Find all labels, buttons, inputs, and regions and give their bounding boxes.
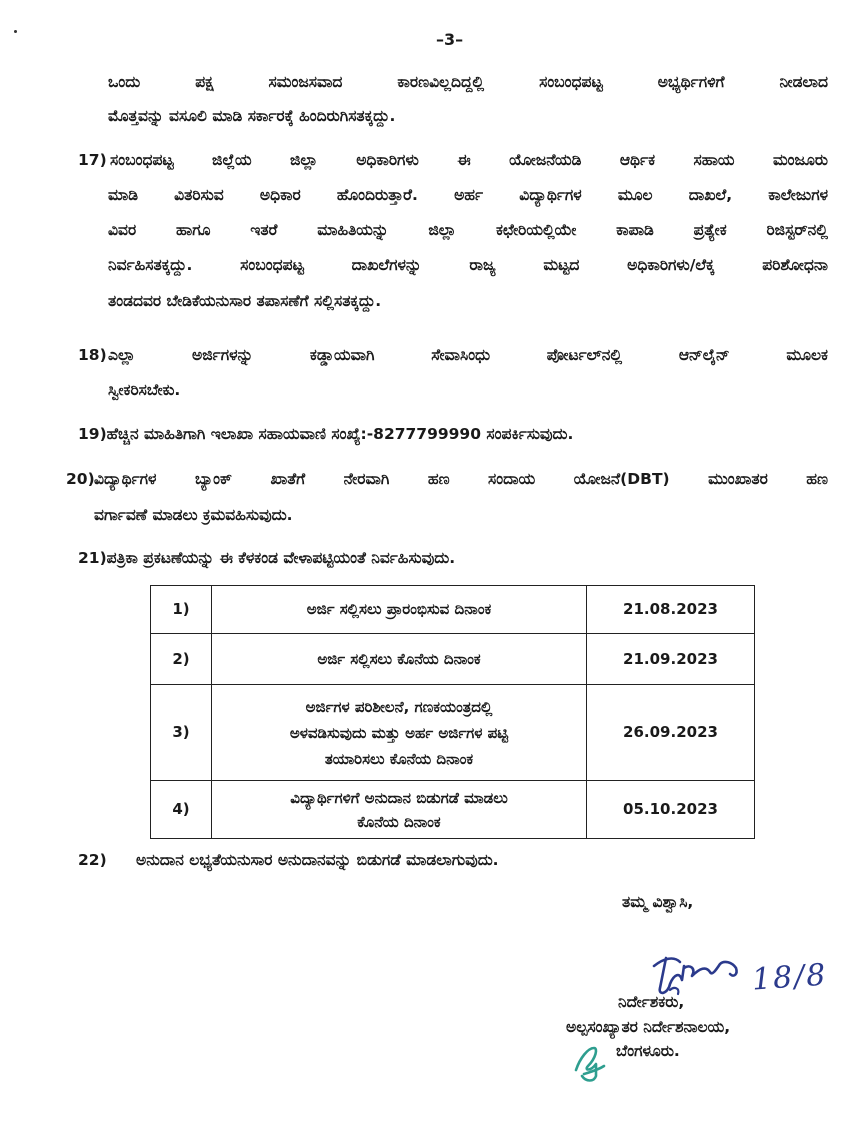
signatory-office: ಅಲ್ಪಸಂಖ್ಯಾತರ ನಿರ್ದೇಶನಾಲಯ, <box>566 1018 731 1036</box>
helpline-number: 8277799990 <box>373 425 482 443</box>
item-17-line-4: ನಿರ್ವಹಿಸತಕ್ಕದ್ದು. ಸಂಬಂಧಪಟ್ಟ ದಾಖಲೆಗಳನ್ನು ರಾಜ್ಯ ಮಟ್ಟದ ಅಧಿಕಾರಿಗಳು/ಲೆಕ್ಕ ಪರಿಶೋಧನಾ <box>108 256 828 274</box>
item-20-line-1: ವಿದ್ಯಾರ್ಥಿಗಳ ಬ್ಯಾಂಕ್ ಖಾತೆಗೆ ನೇರವಾಗಿ ಹಣ ಸಂದಾಯ ಯೋಜನೆ(DBT) ಮುಂಖಾತರ ಹಣ <box>94 470 828 488</box>
signatory-designation: ನಿರ್ದೇಶಕರು, <box>618 993 685 1011</box>
item-21-number: 21) <box>78 549 107 567</box>
schedule-row <box>151 781 755 839</box>
schedule-table <box>150 585 755 839</box>
schedule-row <box>151 685 755 781</box>
item-19-text-after: ಸಂಪರ್ಕಿಸುವುದು. <box>481 425 574 443</box>
intro-line-1: ಒಂದು ಪಕ್ಷ ಸಮಂಜಸವಾದ ಕಾರಣವಿಲ್ಲದಿದ್ದಲ್ಲಿ ಸಂಬಂಧಪಟ್ಟ ಅಭ್ಯರ್ಥಿಗಳಿಗೆ ನೀಡಲಾದ <box>108 73 828 91</box>
schedule-row-number: 2) <box>151 634 212 685</box>
signature-date: 18/8 <box>750 957 829 998</box>
initial-mark <box>566 1036 614 1086</box>
closing-salutation: ತಮ್ಮ ವಿಶ್ವಾಸಿ, <box>622 893 694 911</box>
signatory-city: ಬೆಂಗಳೂರು. <box>616 1042 680 1060</box>
item-19-number: 19) <box>78 425 107 443</box>
item-19-text: ಹೆಚ್ಚಿನ ಮಾಹಿತಿಗಾಗಿ ಇಲಾಖಾ ಸಹಾಯವಾಣಿ ಸಂಖ್ಯೆ:- <box>106 425 374 443</box>
schedule-row-number: 1) <box>151 586 212 634</box>
scan-speck <box>14 30 17 33</box>
schedule-row-number: 4) <box>151 781 212 839</box>
description-line: ಅರ್ಜಿಗಳ ಪರಿಶೀಲನೆ, ಗಣಕಯಂತ್ರದಲ್ಲಿ <box>305 697 493 716</box>
description-line: ಅರ್ಜಿ ಸಲ್ಲಿಸಲು ಪ್ರಾರಂಭಿಸುವ ದಿನಾಂಕ <box>306 600 492 618</box>
schedule-row-description <box>212 634 587 685</box>
schedule-row <box>151 586 755 634</box>
item-18-number: 18) <box>78 346 107 364</box>
schedule-row <box>151 634 755 685</box>
schedule-row-description <box>212 685 587 781</box>
description-line: ತಯಾರಿಸಲು ಕೊನೆಯ ದಿನಾಂಕ <box>324 749 474 768</box>
intro-line-2: ಮೊತ್ತವನ್ನು ವಸೂಲಿ ಮಾಡಿ ಸರ್ಕಾರಕ್ಕೆ ಹಿಂದಿರುಗಿಸತಕ್ಕದ್ದು. <box>108 107 396 125</box>
item-17-line-2: ಮಾಡಿ ವಿತರಿಸುವ ಅಧಿಕಾರ ಹೊಂದಿರುತ್ತಾರೆ. ಅರ್ಹ ವಿದ್ಯಾರ್ಥಿಗಳ ಮೂಲ ದಾಖಲೆ, ಕಾಲೇಜುಗಳ <box>108 186 828 204</box>
item-20-line-2: ವರ್ಗಾವಣೆ ಮಾಡಲು ಕ್ರಮವಹಿಸುವುದು. <box>94 506 293 524</box>
schedule-row-date: 26.09.2023 <box>587 685 755 781</box>
item-17-line-3: ವಿವರ ಹಾಗೂ ಇತರೆ ಮಾಹಿತಿಯನ್ನು ಜಿಲ್ಲಾ ಕಛೇರಿಯಲ್ಲಿಯೇ ಕಾಪಾಡಿ ಪ್ರತ್ಯೇಕ ರಿಜಿಸ್ಟರ್‌ನಲ್ಲಿ <box>108 221 828 239</box>
schedule-row-description <box>212 586 587 634</box>
item-17-line-1: ಸಂಬಂಧಪಟ್ಟ ಜಿಲ್ಲೆಯ ಜಿಲ್ಲಾ ಅಧಿಕಾರಿಗಳು ಈ ಯೋಜನೆಯಡಿ ಆರ್ಥಿಕ ಸಹಾಯ ಮಂಜೂರು <box>110 151 828 169</box>
description-line: ಅರ್ಜಿ ಸಲ್ಲಿಸಲು ಕೊನೆಯ ದಿನಾಂಕ <box>317 649 481 668</box>
item-21 <box>78 548 455 568</box>
schedule-row-number: 3) <box>151 685 212 781</box>
item-19 <box>78 424 573 444</box>
item-22-number: 22) <box>78 851 107 869</box>
item-18-line-1: ಎಲ್ಲಾ ಅರ್ಜಿಗಳನ್ನು ಕಡ್ಡಾಯವಾಗಿ ಸೇವಾಸಿಂಧು ಪೋರ್ಟಲ್‌ನಲ್ಲಿ ಆನ್‌ಲೈನ್ ಮೂಲಕ <box>108 346 828 364</box>
schedule-row-date: 21.08.2023 <box>587 586 755 634</box>
schedule-row-date: 05.10.2023 <box>587 781 755 839</box>
schedule-row-date: 21.09.2023 <box>587 634 755 685</box>
item-22-text: ಅನುದಾನ ಲಭ್ಯತೆಯನುಸಾರ ಅನುದಾನವನ್ನು ಬಿಡುಗಡೆ ಮಾಡಲಾಗುವುದು. <box>136 851 499 869</box>
item-20-number: 20) <box>66 470 95 488</box>
description-line: ವಿದ್ಯಾರ್ಥಿಗಳಿಗೆ ಅನುದಾನ ಬಿಡುಗಡೆ ಮಾಡಲು <box>290 788 508 807</box>
item-17-number: 17) <box>78 151 107 169</box>
schedule-row-description <box>212 781 587 839</box>
item-17-line-5: ತಂಡದವರ ಬೇಡಿಕೆಯನುಸಾರ ತಪಾಸಣೆಗೆ ಸಲ್ಲಿಸತಕ್ಕದ್ದು. <box>108 292 382 310</box>
page-number: –3– <box>436 30 464 49</box>
description-line: ಕೊನೆಯ ದಿನಾಂಕ <box>357 812 441 831</box>
item-21-text: ಪತ್ರಿಕಾ ಪ್ರಕಟಣೆಯನ್ನು ಈ ಕೆಳಕಂಡ ವೇಳಾಪಟ್ಟಿಯಂತೆ ನಿರ್ವಹಿಸುವುದು. <box>106 549 456 567</box>
item-18-line-2: ಸ್ವೀಕರಿಸಬೇಕು. <box>108 381 181 399</box>
description-line: ಅಳವಡಿಸುವುದು ಮತ್ತು ಅರ್ಹ ಅರ್ಜಿಗಳ ಪಟ್ಟಿ <box>289 723 509 742</box>
